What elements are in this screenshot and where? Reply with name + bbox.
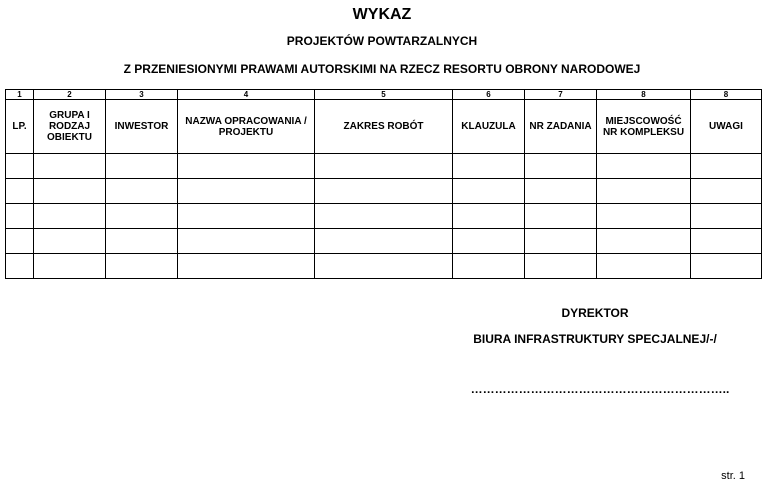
table-cell: [691, 229, 762, 254]
table-cell: [597, 204, 691, 229]
document-title: WYKAZ: [352, 6, 412, 23]
column-header-group: GRUPA I RODZAJ OBIEKTU: [34, 100, 106, 154]
table-cell: [106, 154, 178, 179]
table-cell: [315, 254, 453, 279]
table-cell: [106, 204, 178, 229]
table-cell: [34, 154, 106, 179]
table-row: [6, 154, 762, 179]
table-row: [6, 179, 762, 204]
table-row: [6, 204, 762, 229]
table-row: [6, 254, 762, 279]
column-header-name: NAZWA OPRACOWANIA / PROJEKTU: [178, 100, 315, 154]
document-subtitle-2: Z PRZENIESIONYMI PRAWAMI AUTORSKIMI NA RZECZ RESORTU OBRONY NARODOWEJ: [123, 62, 641, 76]
column-header-notes: UWAGI: [691, 100, 762, 154]
table-cell: [6, 254, 34, 279]
table-cell: [525, 229, 597, 254]
table-cell: [106, 254, 178, 279]
table-row: [6, 229, 762, 254]
page-number: str. 1: [721, 470, 745, 482]
column-number: 8: [691, 90, 762, 100]
column-number: 5: [315, 90, 453, 100]
column-header-location: MIEJSCOWOŚĆ NR KOMPLEKSU: [597, 100, 691, 154]
table-cell: [178, 179, 315, 204]
table-cell: [453, 154, 525, 179]
table-cell: [525, 204, 597, 229]
column-header-scope: ZAKRES ROBÓT: [315, 100, 453, 154]
table-cell: [6, 179, 34, 204]
table-cell: [525, 254, 597, 279]
table-cell: [315, 179, 453, 204]
table-cell: [597, 154, 691, 179]
table-cell: [34, 229, 106, 254]
table-cell: [691, 154, 762, 179]
table-cell: [691, 254, 762, 279]
table-cell: [453, 179, 525, 204]
table-cell: [6, 154, 34, 179]
column-header-clause: KLAUZULA: [453, 100, 525, 154]
column-header-row: [6, 100, 762, 154]
table-cell: [315, 154, 453, 179]
signature-line: ………………………………………………………..: [470, 382, 730, 396]
table-cell: [315, 204, 453, 229]
table-cell: [453, 204, 525, 229]
table-cell: [525, 154, 597, 179]
column-header-task-no: NR ZADANIA: [525, 100, 597, 154]
table-cell: [34, 179, 106, 204]
table-cell: [6, 229, 34, 254]
table-cell: [178, 254, 315, 279]
column-header-investor: INWESTOR: [106, 100, 178, 154]
table-cell: [178, 204, 315, 229]
column-number: 7: [525, 90, 597, 100]
column-number: 3: [106, 90, 178, 100]
column-header-lp: LP.: [6, 100, 34, 154]
table-cell: [525, 179, 597, 204]
table-cell: [453, 254, 525, 279]
column-number: 8: [597, 90, 691, 100]
table-cell: [106, 229, 178, 254]
table-cell: [178, 229, 315, 254]
table-cell: [597, 229, 691, 254]
document-subtitle: PROJEKTÓW POWTARZALNYCH: [286, 34, 478, 48]
signature-office: BIURA INFRASTRUKTURY SPECJALNEJ/-/: [473, 332, 717, 346]
column-number: 2: [34, 90, 106, 100]
table-cell: [34, 204, 106, 229]
table-cell: [453, 229, 525, 254]
column-number: 6: [453, 90, 525, 100]
table-cell: [597, 179, 691, 204]
column-number: 1: [6, 90, 34, 100]
table-cell: [691, 179, 762, 204]
projects-table: [5, 89, 762, 279]
table-cell: [34, 254, 106, 279]
column-number-row: [6, 90, 762, 100]
table-cell: [106, 179, 178, 204]
table-cell: [315, 229, 453, 254]
table-cell: [691, 204, 762, 229]
table-cell: [597, 254, 691, 279]
table-cell: [178, 154, 315, 179]
table-cell: [6, 204, 34, 229]
signature-role: DYREKTOR: [561, 306, 629, 320]
column-number: 4: [178, 90, 315, 100]
